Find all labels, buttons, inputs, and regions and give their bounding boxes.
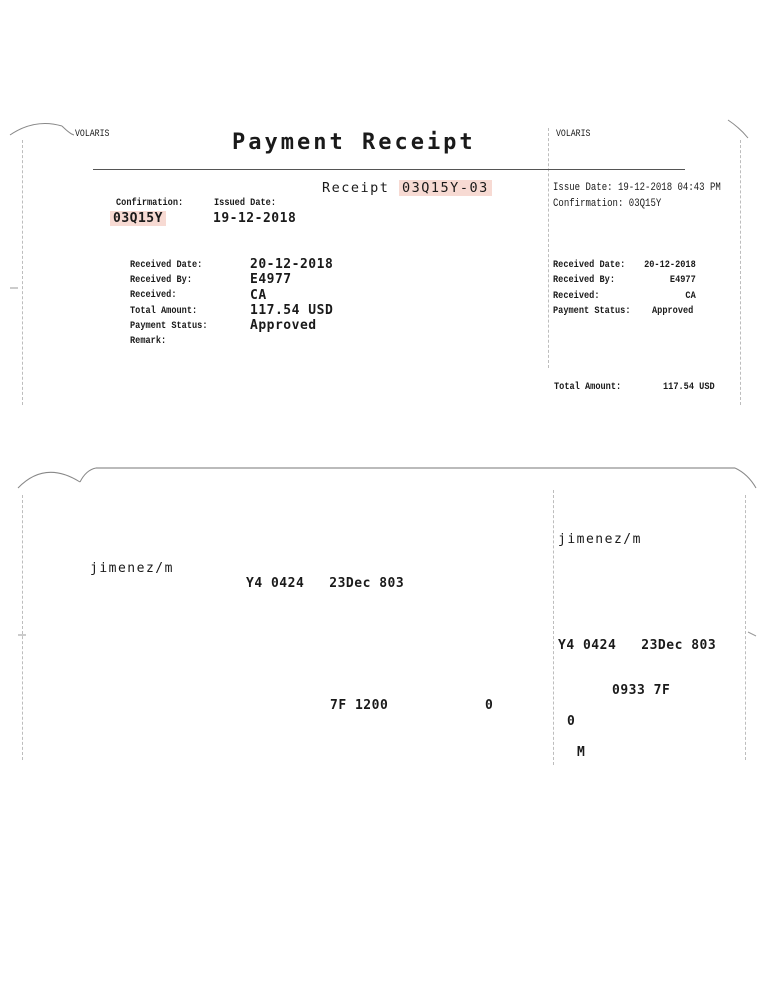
page-title: Payment Receipt [232, 130, 476, 155]
payment-status-label: Payment Status: [130, 320, 208, 332]
passenger-name: jimenez/m [90, 561, 174, 576]
stub-received-date-label: Received Date: [553, 259, 626, 271]
stub-received-date-value: 20-12-2018 [644, 259, 696, 271]
stub-passenger-name: jimenez/m [558, 532, 642, 547]
stub-flight-info: Y4 0424 23Dec 803 [558, 638, 717, 653]
confirmation-value: 03Q15Y [110, 211, 166, 226]
left-perforation-bottom [22, 495, 23, 760]
stub-confirmation-value: 03Q15Y [628, 198, 662, 210]
received-label: Received: [130, 289, 177, 301]
title-underline [93, 169, 685, 170]
airline-name-right: VOLARIS [556, 129, 591, 140]
stub-perforation-top [548, 128, 549, 368]
received-by-label: Received By: [130, 274, 193, 286]
stub-received-value: CA [685, 290, 696, 302]
issued-date-value: 19-12-2018 [213, 211, 297, 226]
stub-issue-date [553, 182, 721, 194]
receipt-number: 03Q15Y-03 [399, 180, 492, 196]
stub-payment-status-value: Approved [652, 305, 694, 317]
received-by-value: E4977 [250, 272, 292, 287]
received-date-value: 20-12-2018 [250, 257, 334, 272]
stub-zero: 0 [567, 714, 576, 729]
stub-total-amount-value: 117.54 USD [663, 381, 715, 393]
stub-confirmation-label: Confirmation: [553, 198, 624, 210]
airline-name-left: VOLARIS [75, 129, 110, 140]
right-perforation-bottom [745, 495, 746, 760]
remark-label: Remark: [130, 335, 167, 347]
received-value: CA [250, 288, 267, 303]
total-amount-label: Total Amount: [130, 305, 198, 317]
confirmation-label: Confirmation: [116, 197, 184, 209]
stub-received-label: Received: [553, 290, 600, 302]
total-amount-value: 117.54 USD [250, 303, 334, 318]
stub-received-by-label: Received By: [553, 274, 616, 286]
left-perforation-top [22, 140, 23, 405]
stub-confirmation [553, 198, 661, 210]
seat-time: 7F 1200 [330, 698, 389, 713]
payment-status-value: Approved [250, 318, 317, 333]
flight-info: Y4 0424 23Dec 803 [246, 576, 405, 591]
stub-received-by-value: E4977 [669, 274, 696, 286]
received-date-label: Received Date: [130, 259, 203, 271]
issued-date-label: Issued Date: [214, 197, 277, 209]
stub-perforation-bottom [553, 490, 554, 765]
stub-total-amount-label: Total Amount: [554, 381, 622, 393]
receipt-label: Receipt [322, 180, 390, 196]
receipt-number-line [322, 180, 492, 196]
coupon-zero: 0 [485, 698, 494, 713]
stub-issue-date-label: Issue Date: [553, 182, 613, 194]
right-perforation-top [740, 140, 741, 405]
stub-payment-status-label: Payment Status: [553, 305, 631, 317]
stub-issue-date-value: 19-12-2018 04:43 PM [617, 182, 721, 194]
stub-code: 0933 7F [612, 683, 671, 698]
stub-letter: M [577, 745, 586, 760]
